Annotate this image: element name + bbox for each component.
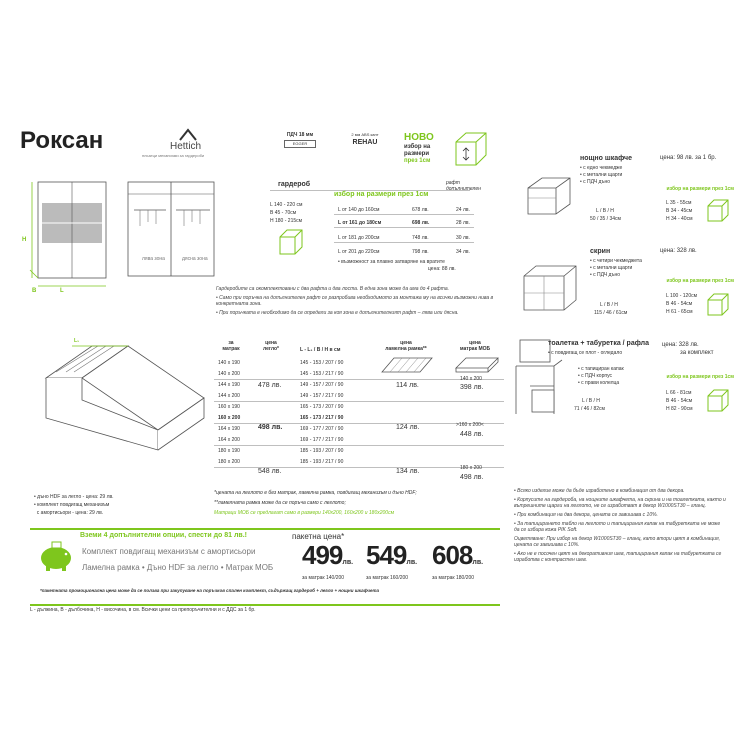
- bed-dims-cell: 149 - 157 / 217 / 90: [300, 393, 344, 399]
- wardrobe-drawing-open: [126, 180, 218, 280]
- price-caption: за матрак 180/200: [432, 575, 475, 581]
- bed-dims-cell: 169 - 177 / 207 / 90: [300, 426, 344, 432]
- rehau-logo: REHAU: [352, 139, 378, 146]
- wardrobe-dim-h: H 180 - 215см: [270, 218, 303, 224]
- mattress-price: 448 лв.: [460, 431, 484, 438]
- bed-note: *цената на леглото е без матрак, ламелна рамка, повдигащ механизъм и дъно HDF;: [214, 490, 417, 496]
- dim-l1-label: L₁: [74, 338, 80, 344]
- wardrobe-row-price: 698 лв.: [412, 220, 430, 226]
- wardrobe-row-raft: 24 лв.: [456, 207, 470, 213]
- dresser-heading: скрин: [590, 248, 611, 255]
- col-price-header: цена легло*: [263, 340, 279, 352]
- package-price: 499лв.: [302, 540, 354, 570]
- bed-dims-cell: 149 - 157 / 207 / 90: [300, 382, 344, 388]
- mattress-price: 398 лв.: [460, 384, 484, 391]
- bed-dims-cell: 145 - 153 / 207 / 90: [300, 360, 344, 366]
- bed-price: 478 лв.: [258, 382, 282, 389]
- dresser-drawing: [520, 262, 580, 316]
- slatted-frame-icon: [378, 356, 436, 376]
- dim-l-label: L: [60, 288, 64, 294]
- wardrobe-row-label: L от 161 до 180см: [338, 220, 382, 226]
- bed-dims-cell: 145 - 153 / 217 / 90: [300, 371, 344, 377]
- wardrobe-row-raft: 28 лв.: [456, 220, 470, 226]
- material-rehau: [335, 132, 395, 147]
- bed-size-cell: 140 x 190: [218, 360, 240, 366]
- bed-extra: • дъно HDF за легло - цена: 29 лв.: [34, 494, 114, 500]
- right-notes: [514, 488, 726, 563]
- promo-title: Вземи 4 допълнителни опции, спести до 81 лв.!: [80, 532, 247, 539]
- dims: 50 / 35 / 34см: [590, 216, 621, 222]
- zone-right-label: дясна зона: [182, 256, 208, 262]
- dresser-price: цена: 328 лв.: [660, 248, 697, 254]
- row-divider: [214, 401, 504, 402]
- note: • Всяко изделие може да бъде изработено в комбинация от два декора.: [514, 488, 685, 494]
- nightstand-drawing: [524, 174, 574, 220]
- material-egger: [270, 132, 330, 148]
- novo-line2: размери: [404, 151, 430, 157]
- bed-note: **ламелната рамка може да се поръча само с леглото;: [214, 500, 346, 506]
- hettich-logo-icon: [178, 128, 198, 142]
- novo-line3: през 1см: [404, 158, 431, 164]
- wardrobe-row-price: 748 лв.: [412, 235, 429, 241]
- wardrobe-info: [216, 286, 506, 316]
- vanity-price-note: за комплект: [680, 350, 714, 356]
- bed-price: 548 лв.: [258, 468, 282, 475]
- frame-price: 124 лв.: [396, 424, 420, 431]
- custom-dim: B 46 - 54см: [666, 301, 693, 307]
- custom-dim: H 34 - 40см: [666, 216, 693, 222]
- feature: • с ПДЧ корпус: [578, 373, 613, 379]
- info-line: Гардеробите са окомплектовани с два рафта и два лоста. В една зона може да има до 4 рафта.: [216, 286, 449, 292]
- bed-size-cell: 180 x 200: [218, 459, 240, 465]
- novo-line1: избор на: [404, 144, 431, 150]
- note: • При комбинация на два декора, цената се завишава с 10%.: [514, 512, 658, 518]
- custom-dim: L 100 - 120см: [666, 293, 698, 299]
- promo-footnote: *пакетната промоционална цена може да се ползва при закупуване на поръчков спален комплект, съдържащ гардероб + легло + нощни шкафчета: [40, 588, 380, 593]
- cube-size-icon: [452, 130, 490, 170]
- mattress-size: 180 x 200: [460, 465, 482, 471]
- wardrobe-row-price: 678 лв.: [412, 207, 429, 213]
- custom-title: избор на размери през 1см: [666, 278, 734, 284]
- dim-b-label: B: [32, 288, 37, 294]
- custom-dim: B 34 - 45см: [666, 208, 693, 214]
- price-caption: за матрак 160/200: [366, 575, 409, 581]
- zone-left-label: лява зона: [142, 256, 165, 262]
- bed-size-cell: 180 x 190: [218, 448, 240, 454]
- egger-logo: EGGER: [284, 140, 316, 148]
- wardrobe-row-label: L от 140 до 160см: [338, 207, 380, 213]
- vanity-drawing: [510, 336, 570, 418]
- bed-price: 498 лв.: [258, 424, 283, 431]
- info-line: • Само при поръчка на допълнителен рафт се разпробива необходимото за монтажа му на всички възможни нива в конкретната зона.: [216, 295, 494, 307]
- feature: • с четири чекмеджета: [590, 258, 642, 264]
- nightstand-heading: нощно шкафче: [580, 155, 632, 162]
- promo-line: Комплект повдигащ механизъм с амортисьори: [82, 547, 256, 556]
- wardrobe-heading: гардероб: [278, 181, 311, 188]
- material-label: ПДЧ 18 мм: [286, 132, 314, 138]
- package-price: 549лв.: [366, 540, 418, 570]
- col-mattress-header: цена матрак МОБ: [459, 340, 491, 352]
- nightstand-price: цена: 98 лв. за 1 бр.: [660, 155, 717, 161]
- feature: • с ПДЧ дъно: [580, 179, 611, 185]
- col-frame-header: цена ламелна рамка**: [385, 340, 427, 352]
- custom-dim: H 61 - 65см: [666, 309, 693, 315]
- bed-extra: • комплект повдигащ механизъм: [34, 502, 110, 508]
- price-caption: за матрак 140/200: [302, 575, 345, 581]
- vanity-heading: тоалетка + табуретка / рафла: [548, 340, 650, 347]
- dims: 71 / 46 / 82см: [574, 406, 605, 412]
- wardrobe-row-price: 798 лв.: [412, 249, 429, 255]
- note: • Корпусите на гардероба, на нощните шкафчета, на скрина и на тоалетката, както и вътрешните щарги на леглото, не се изработват в декор W1000ST30 – гланц.: [514, 497, 726, 509]
- brand-tagline: пльзеци механизми за гардероби: [142, 153, 205, 158]
- bed-dims-cell: 185 - 193 / 217 / 90: [300, 459, 344, 465]
- wardrobe-raft-header: рафт допълнителен: [446, 180, 481, 192]
- custom-title: избор на размери през 1см: [666, 186, 734, 192]
- mattress-size: 140 x 200: [460, 376, 482, 382]
- mattress-price: 498 лв.: [460, 474, 484, 481]
- wardrobe-drawing-closed: [28, 178, 113, 298]
- custom-title: избор на размери през 1см: [666, 374, 734, 380]
- dims-label: L / B / H: [600, 302, 618, 308]
- cube-size-icon: [706, 388, 732, 414]
- bed-size-cell: 144 x 190: [218, 382, 240, 388]
- vanity-subheading: • с повдигащ се плот - огледало: [548, 350, 623, 356]
- wardrobe-row-raft: 34 лв.: [456, 249, 470, 255]
- promo-line: Ламелна рамка • Дъно HDF за легло • Матрак МОБ: [82, 563, 274, 572]
- bed-dims-cell: 169 - 177 / 217 / 90: [300, 437, 344, 443]
- vanity-price: цена: 328 лв.: [662, 342, 699, 348]
- info-line: • При поръчката е необходимо да се определи за коя зона е допълнителният рафт – лява или дясна.: [216, 310, 459, 316]
- col-dims-header: L - L₁ / B / H в см: [300, 347, 341, 353]
- feature: • с метални щарги: [590, 265, 633, 271]
- wardrobe-note: • възможност за плавно затваряне на вратите: [338, 259, 445, 265]
- wardrobe-dim-l: L 140 - 220 см: [270, 202, 303, 208]
- bed-size-cell: 160 x 190: [218, 404, 240, 410]
- custom-dim: H 82 - 90см: [666, 406, 693, 412]
- bed-size-cell: 164 x 200: [218, 437, 240, 443]
- feature: • с прави колелца: [578, 380, 620, 386]
- wardrobe-custom-header: избор на размери през 1см: [334, 191, 429, 198]
- bed-size-cell: 160 x 200: [218, 415, 241, 421]
- page-title: Роксан: [20, 127, 104, 154]
- bed-drawing: [32, 338, 212, 468]
- cube-size-icon: [706, 292, 732, 318]
- col-size-header: за матрак: [222, 340, 240, 352]
- cube-size-icon: [706, 198, 732, 224]
- bed-size-cell: 140 x 200: [218, 371, 240, 377]
- note: • За тапицирането табло на леглото и тапицирания капак на табуретката не може да се избира кожа PIK Soft.: [514, 521, 721, 533]
- note: Оцветяване: При избор на декор W1000ST30 – гланц, като втори цвят в комбинация, цената се завишава с 10%.: [514, 536, 721, 548]
- dims-label: L / B / H: [596, 208, 614, 214]
- material-label: 2 мм ABS кант: [351, 132, 379, 137]
- dims-label: L / B / H: [582, 398, 600, 404]
- note: • Ако не е посочен цвят на декоративния шев, тапицирания капак на табуретката се изработва с контрастен шев.: [514, 551, 722, 563]
- package-price: 608лв.: [432, 540, 484, 570]
- package-price-label: пакетна цена*: [292, 532, 345, 541]
- dims: 115 / 46 / 61см: [594, 310, 628, 316]
- feature: • с тапициран капак: [578, 366, 624, 372]
- novo-title: НОВО: [404, 132, 434, 143]
- custom-dim: L 35 - 55см: [666, 200, 692, 206]
- wardrobe-row-label: L от 181 до 200см: [338, 235, 380, 241]
- wardrobe-row-label: L от 201 до 220см: [338, 249, 380, 255]
- bed-extra: с амортисьори - цена: 29 лв.: [34, 510, 104, 516]
- frame-price: 134 лв.: [396, 468, 420, 475]
- bed-dims-cell: 165 - 173 / 207 / 90: [300, 404, 344, 410]
- bed-size-cell: 164 x 190: [218, 426, 240, 432]
- custom-dim: B 46 - 54см: [666, 398, 693, 404]
- wardrobe-note-price: цена: 88 лв.: [428, 266, 456, 272]
- row-divider: [214, 445, 504, 446]
- custom-dim: L 66 - 81см: [666, 390, 692, 396]
- dim-h-label: H: [22, 237, 27, 243]
- bed-note: Матраци МОБ се предлагат само в размери 140х200, 160х200 и 180х200см: [214, 510, 395, 516]
- piggy-bank-icon: [36, 540, 76, 572]
- brand-name: Hettich: [170, 141, 202, 152]
- wardrobe-row-raft: 30 лв.: [456, 235, 470, 241]
- feature: • с метални щарги: [580, 172, 623, 178]
- wardrobe-dim-b: B 45 - 70см: [270, 210, 297, 216]
- bed-dims-cell: 185 - 193 / 207 / 90: [300, 448, 344, 454]
- feature: • с едно чекмедже: [580, 165, 623, 171]
- cube-size-icon: [277, 228, 305, 258]
- mattress-icon: [452, 356, 502, 374]
- feature: • с ПДЧ дъно: [590, 272, 621, 278]
- footer-note: L - дължина, B - дълбочина, H - височина, в см. Всички цени са препоръчителни и с ДДС за 1 бр.: [30, 607, 256, 613]
- bed-size-cell: 144 x 200: [218, 393, 240, 399]
- bed-dims-cell: 165 - 173 / 217 / 90: [300, 415, 344, 421]
- mattress-size: >160 x 200<: [456, 422, 484, 428]
- frame-price: 114 лв.: [396, 382, 419, 389]
